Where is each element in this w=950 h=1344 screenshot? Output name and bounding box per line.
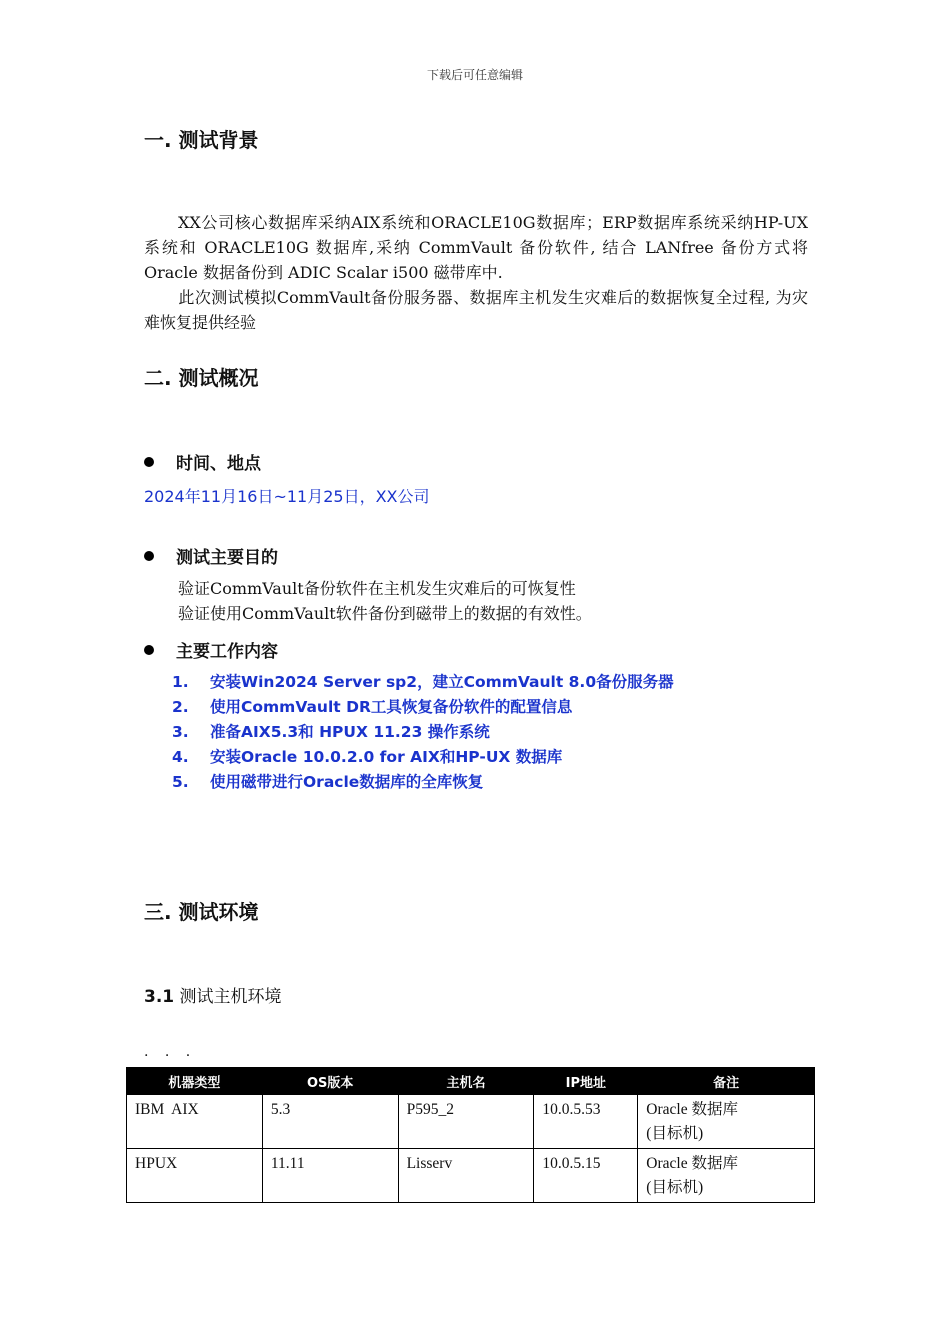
ellipsis-marker: . . .	[144, 1044, 197, 1060]
cell-remarks: Oracle 数据库 (目标机)	[638, 1095, 815, 1149]
header-remarks: 备注	[638, 1068, 815, 1095]
cell-hostname: P595_2	[398, 1095, 534, 1149]
background-paragraph-2	[144, 285, 808, 335]
goal-item: 验证CommVault备份软件在主机发生灾难后的可恢复性	[178, 579, 576, 598]
task-item: 4. 安装Oracle 10.0.2.0 for AIX和HP-UX 数据库	[172, 748, 563, 766]
section-title-background: 一. 测试背景	[144, 128, 259, 152]
section-title-overview: 二. 测试概况	[144, 366, 259, 390]
cell-ip-address: 10.0.5.15	[534, 1149, 638, 1203]
bullet-dot-icon	[144, 457, 154, 467]
bullet-time-location	[144, 449, 261, 474]
cell-ip-address: 10.0.5.53	[534, 1095, 638, 1149]
bullet-main-work-label: 主要工作内容	[176, 642, 278, 662]
cell-machine-type: IBM AIX	[127, 1095, 263, 1149]
bullet-dot-icon	[144, 645, 154, 655]
page-header: 下载后可任意编辑	[426, 68, 523, 82]
task-item: 5. 使用磁带进行Oracle数据库的全库恢复	[172, 773, 484, 791]
subsection-title-host-env	[144, 982, 282, 1007]
task-item: 3. 准备AIX5.3和 HPUX 11.23 操作系统	[172, 723, 490, 741]
task-item: 1. 安装Win2024 Server sp2，建立CommVault 8.0备份服务器	[172, 673, 674, 691]
table-row	[127, 1149, 815, 1203]
task-list	[172, 670, 674, 795]
bullet-time-location-label: 时间、地点	[176, 454, 261, 474]
task-item: 2. 使用CommVault DR工具恢复备份软件的配置信息	[172, 698, 573, 716]
table-header-row	[127, 1068, 815, 1095]
section-title-environment: 三. 测试环境	[144, 900, 259, 924]
background-paragraph-1	[144, 210, 808, 285]
bullet-test-goals-label: 测试主要目的	[176, 548, 278, 568]
subsection-label: 测试主机环境	[179, 987, 282, 1007]
cell-remarks: Oracle 数据库 (目标机)	[638, 1149, 815, 1203]
header-machine-type: 机器类型	[127, 1068, 263, 1095]
background-paragraph-2-text: 此次测试模拟CommVault备份服务器、数据库主机发生灾难后的数据恢复全过程, 为灾难恢复提供经验	[144, 288, 808, 332]
cell-machine-type: HPUX	[127, 1149, 263, 1203]
time-location-value: 2024年11月16日~11月25日，XX公司	[144, 487, 430, 506]
bullet-dot-icon	[144, 551, 154, 561]
cell-os-version: 11.11	[262, 1149, 398, 1203]
host-environment-table	[126, 1067, 815, 1203]
table-row	[127, 1095, 815, 1149]
header-ip-address: IP地址	[534, 1068, 638, 1095]
cell-os-version: 5.3	[262, 1095, 398, 1149]
header-os-version: OS版本	[262, 1068, 398, 1095]
goal-item: 验证使用CommVault软件备份到磁带上的数据的有效性。	[178, 604, 592, 623]
header-hostname: 主机名	[398, 1068, 534, 1095]
bullet-main-work	[144, 637, 278, 662]
bullet-test-goals	[144, 543, 278, 568]
cell-hostname: Lisserv	[398, 1149, 534, 1203]
subsection-number: 3.1	[144, 987, 175, 1007]
background-paragraph-1-text: XX公司核心数据库采纳AIX系统和ORACLE10G数据库；ERP数据库系统采纳HP-UX 系统和 ORACLE10G 数据库,采纳 CommVault 备份软件, 结合 LANfree 备份方式将 Oracle 数据备份到 ADIC Scalar i500 磁带库中.	[144, 213, 808, 282]
